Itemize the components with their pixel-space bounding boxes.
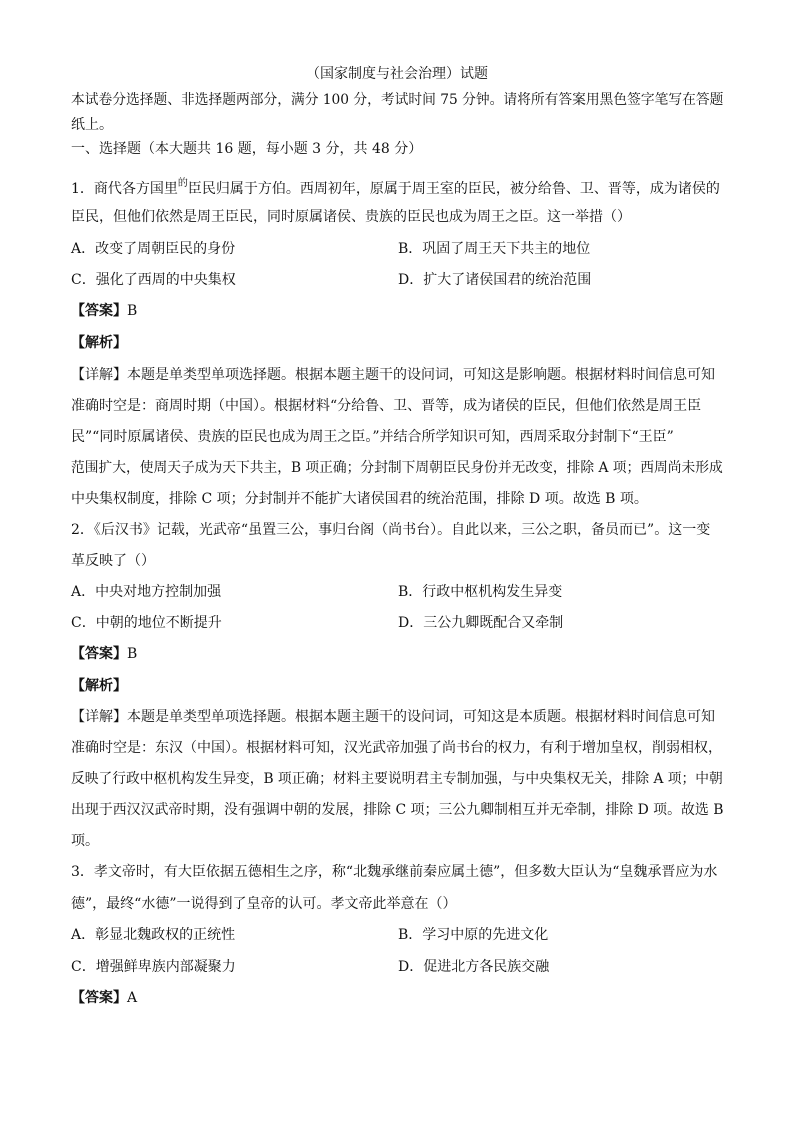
q2-detail-line-2: 准确时空是：东汉（中国）。根据材料可知，汉光武帝加强了尚书台的权力，有利于增加皇权，削弱相权， xyxy=(71,740,722,756)
intro-line-1: 本试卷分选择题、非选择题两部分，满分 100 分，考试时间 75 分钟。请将所有答案用黑色签字笔写在答题 xyxy=(71,92,724,108)
q2-analysis-label: 【解析】 xyxy=(71,678,127,694)
q2-detail-line-1: 【详解】本题是单类型单项选择题。根据本题主题干的设问词，可知这是本质题。根据材料时间信息可知 xyxy=(71,709,715,725)
q1-answer xyxy=(71,302,137,320)
q1-detail-line-1: 【详解】本题是单类型单项选择题。根据本题主题干的设问词，可知这是影响题。根据材料时间信息可知 xyxy=(71,367,715,383)
q1-stem-part1: 1．商代各方国里 xyxy=(71,181,178,197)
q3-stem-line-1: 3．孝文帝时，有大臣依据五德相生之序，称“北魏承继前秦应属土德”，但多数大臣认为“皇魏承晋应为水 xyxy=(71,864,718,880)
q2-option-b: B．行政中枢机构发生异变 xyxy=(398,584,563,600)
q3-option-d: D．促进北方各民族交融 xyxy=(398,959,550,975)
q3-option-c: C．增强鲜卑族内部凝聚力 xyxy=(71,959,236,975)
q1-answer-label: 【答案】 xyxy=(71,303,127,319)
q2-answer-label: 【答案】 xyxy=(71,646,127,662)
q2-detail-line-5: 项。 xyxy=(71,833,99,849)
q3-answer xyxy=(71,989,137,1007)
intro-line-2: 纸上。 xyxy=(71,117,113,133)
q1-stem-line-2: 臣民，但他们依然是周王臣民，同时原属诸侯、贵族的臣民也成为周王之臣。这一举措（） xyxy=(71,209,631,225)
q1-answer-value: B xyxy=(127,303,138,319)
q2-option-c: C．中朝的地位不断提升 xyxy=(71,615,222,631)
q1-detail-line-5: 中央集权制度，排除 C 项；分封制并不能扩大诸侯国君的统治范围，排除 D 项。故选 B 项。 xyxy=(71,491,648,507)
section-heading: 一、选择题（本大题共 16 题，每小题 3 分，共 48 分） xyxy=(71,141,423,157)
q1-option-b: B．巩固了周王天下共主的地位 xyxy=(398,241,591,257)
q2-detail-line-3: 反映了行政中枢机构发生异变，B 项正确；材料主要说明君主专制加强，与中央集权无关，排除 A 项；中朝 xyxy=(71,771,723,787)
q1-option-d: D．扩大了诸侯国君的统治范围 xyxy=(398,272,592,288)
q2-stem-line-1: 2．《后汉书》记载，光武帝“虽置三公，事归台阁（尚书台）。自此以来，三公之职，备员而已”。这一变 xyxy=(71,522,711,538)
page-title: （国家制度与社会治理）试题 xyxy=(306,66,488,82)
q3-answer-value: A xyxy=(127,990,138,1006)
q2-stem-line-2: 革反映了（） xyxy=(71,553,155,569)
q2-detail-line-4: 出现于西汉汉武帝时期，没有强调中朝的发展，排除 C 项；三公九卿制相互并无牵制，排除 D 项。故选 B xyxy=(71,802,724,818)
q3-answer-label: 【答案】 xyxy=(71,990,127,1006)
q2-answer xyxy=(71,645,137,663)
q1-stem-part2: 臣民归属于方伯。西周初年，原属于周王室的臣民，被分给鲁、卫、晋等，成为诸侯的 xyxy=(187,181,720,197)
q1-option-a: A．改变了周朝臣民的身份 xyxy=(71,241,236,257)
q3-option-b: B．学习中原的先进文化 xyxy=(398,927,549,943)
q3-option-a: A．彰显北魏政权的正统性 xyxy=(71,927,236,943)
q1-stem-superscript: 的 xyxy=(177,178,188,189)
q2-answer-value: B xyxy=(127,646,138,662)
q1-analysis-label: 【解析】 xyxy=(71,335,127,351)
q1-option-c: C．强化了西周的中央集权 xyxy=(71,272,236,288)
q1-detail-line-3: 民”“同时原属诸侯、贵族的臣民也成为周王之臣。”并结合所学知识可知，西周采取分封制下“王臣” xyxy=(71,429,674,445)
q3-stem-line-2: 德”，最终“水德”一说得到了皇帝的认可。孝文帝此举意在（） xyxy=(71,896,457,912)
q1-stem-line-1 xyxy=(71,175,720,198)
q1-detail-line-4: 范围扩大，使周天子成为天下共主，B 项正确；分封制下周朝臣民身份并无改变，排除 A 项；西周尚未形成 xyxy=(71,460,723,476)
q2-option-a: A．中央对地方控制加强 xyxy=(71,584,222,600)
q2-option-d: D．三公九卿既配合又牵制 xyxy=(398,615,564,631)
q1-detail-line-2: 准确时空是：商周时期（中国）。根据材料“分给鲁、卫、晋等，成为诸侯的臣民，但他们依然是周王臣 xyxy=(71,398,702,414)
